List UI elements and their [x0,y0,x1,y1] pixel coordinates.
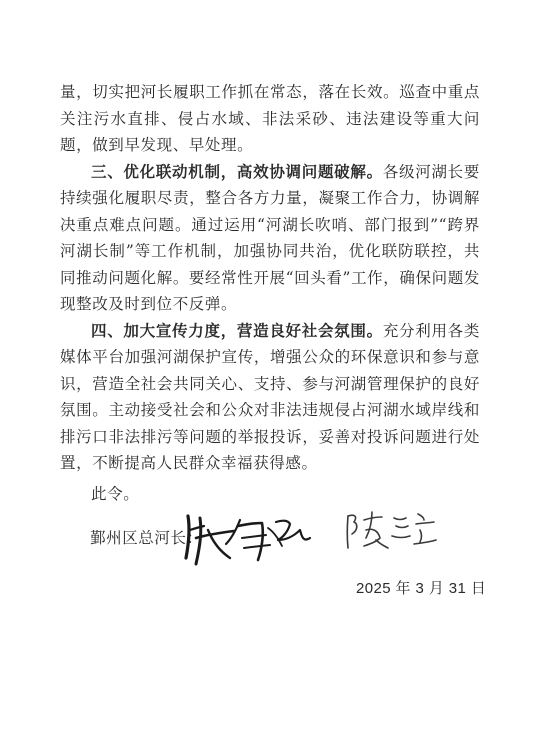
paragraph-section-three [60,159,480,318]
section-heading: 三、优化联动机制，高效协调问题破解。 [91,161,383,181]
paragraph-text: 量，切实把河长履职工作抓在常态，落在长效。巡查中重点关注污水直排、侵占水域、非法采砂、违法建设等重大问题，做到早发现、早处理。 [60,83,480,154]
paragraph-text: 各级河湖长要持续强化履职尽责，整合各方力量，凝聚工作合力，协调解决重点难点问题。通过运用“河湖长吹哨、部门报到”“跨界河湖长制”等工作机制，加强协同共治，优化联防联控，共同推动问题化解。要经常性开展“回头看”工作，确保问题发现整改及时到位不反弹。 [60,162,480,313]
document-body [60,79,480,477]
signer-label: 鄞州区总河长： [90,529,203,547]
section-heading: 四、加大宣传力度，营造良好社会氛围。 [91,320,383,340]
paragraph-continuation [60,79,480,159]
paragraph-section-four [60,318,480,477]
closing-order: 此令。 [91,485,140,503]
paragraph-text: 充分利用各类媒体平台加强河湖保护宣传，增强公众的环保意识和参与意识，营造全社会共同关心、支持、参与河湖管理保护的良好氛围。主动接受社会和公众对非法违规侵占河湖水域岸线和排污口非法排污等问题的举报投诉，妥善对投诉问题进行处置，不断提高人民群众幸福获得感。 [60,321,480,472]
handwritten-signature-1 [178,508,320,568]
document-date: 2025 年 3 月 31 日 [356,580,487,597]
handwritten-signature-2 [340,508,440,553]
